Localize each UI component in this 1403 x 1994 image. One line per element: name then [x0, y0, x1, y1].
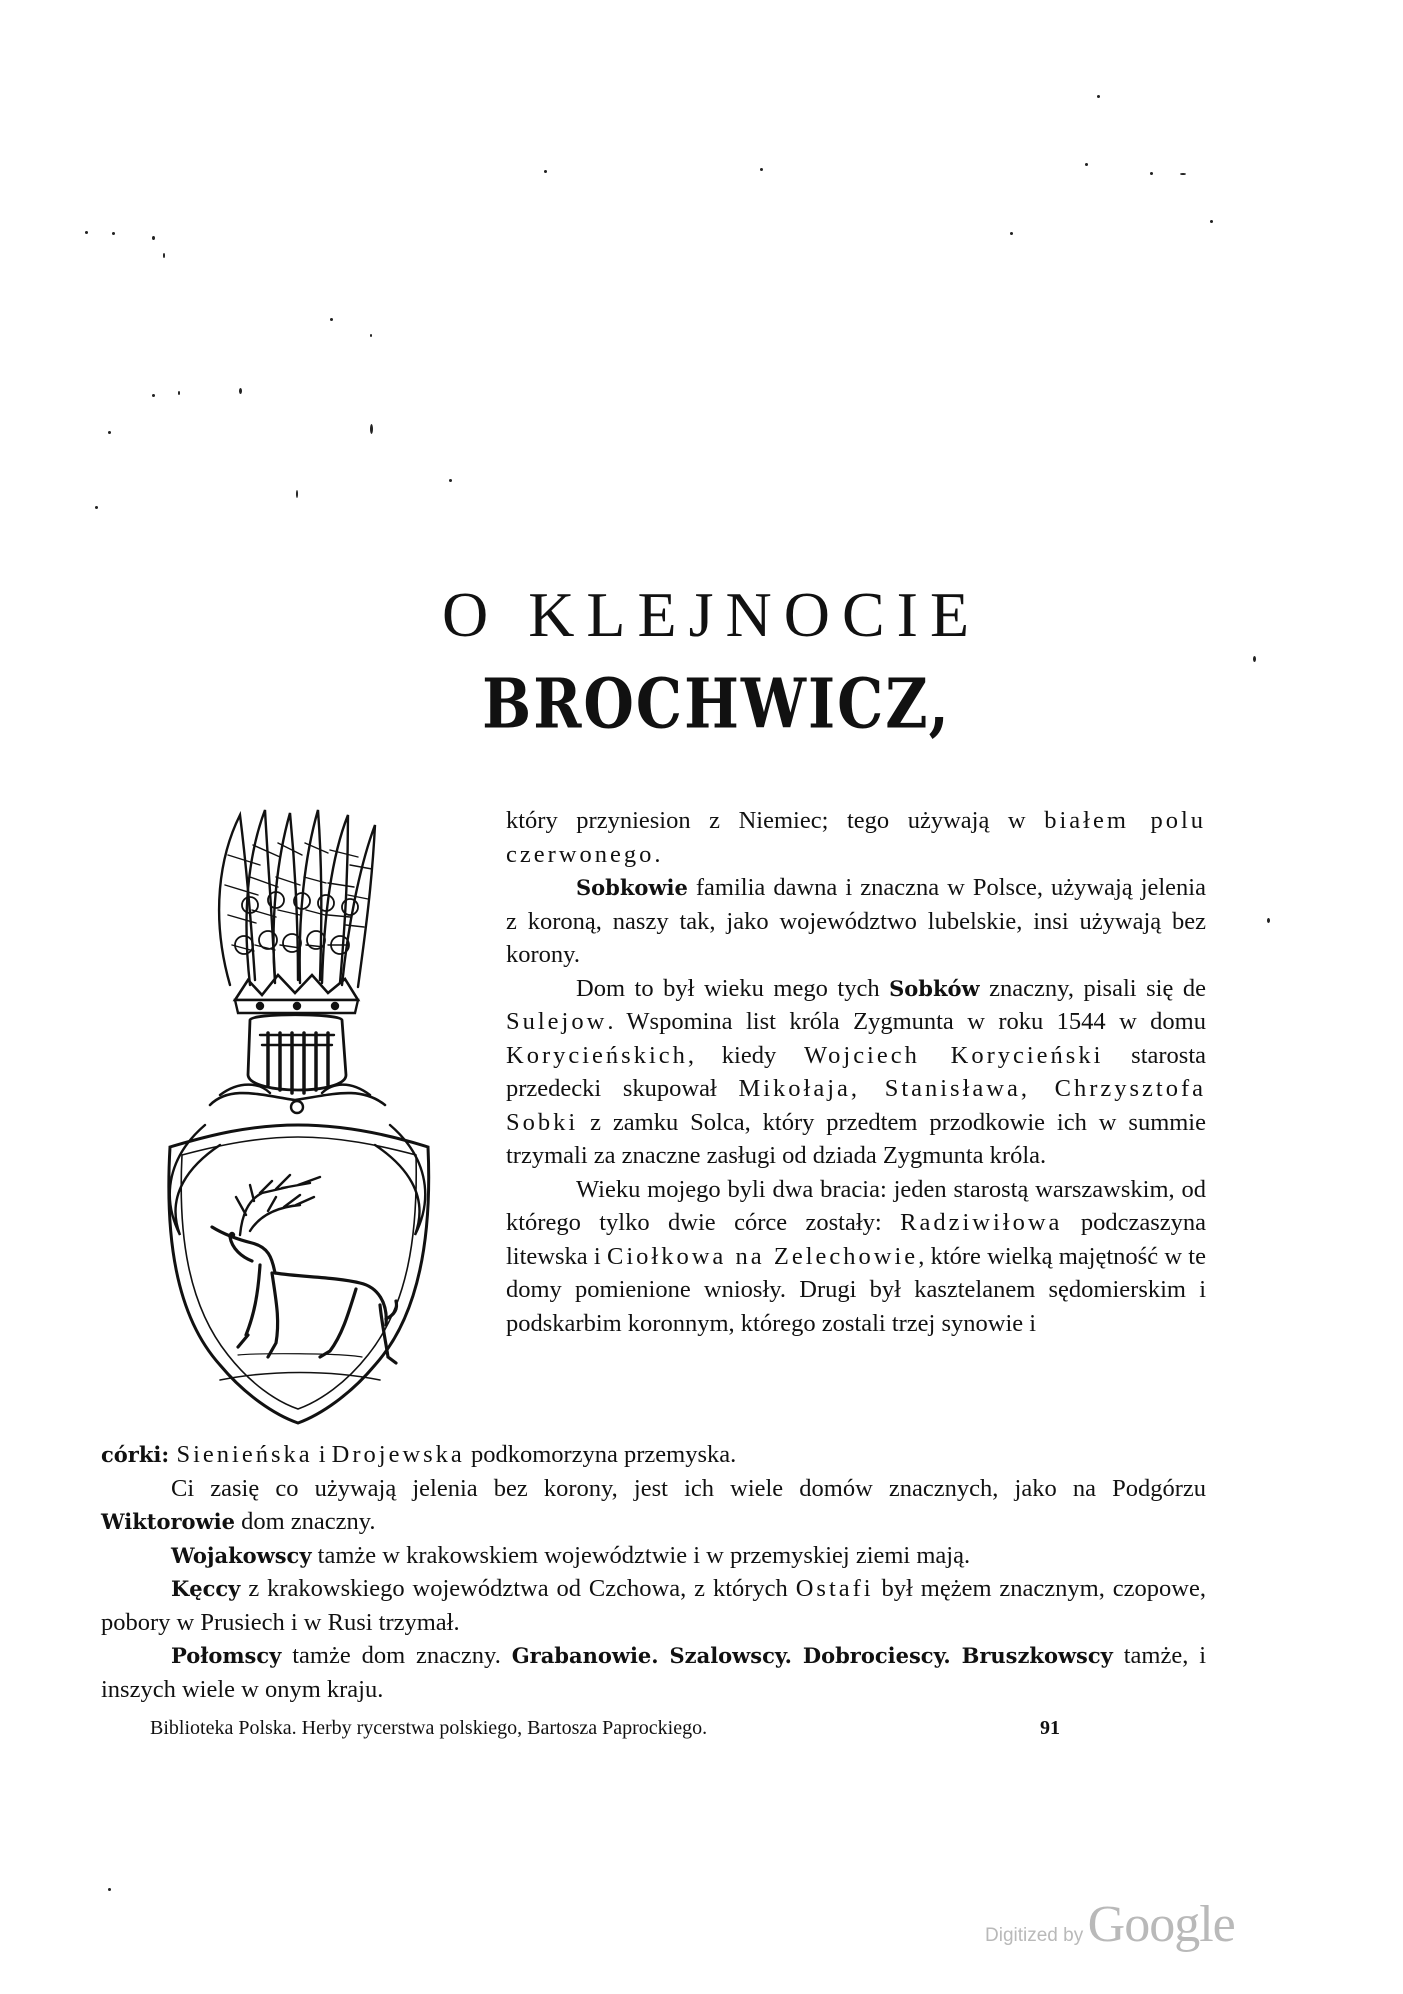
- scan-speck: [760, 168, 763, 171]
- text-run: z zamku Solca, który przedtem przodkowie ich w summie trzymali za znaczne zasługi od dziada Zygmunta króla.: [506, 1108, 1206, 1169]
- watermark-brand: Google: [1087, 1896, 1235, 1953]
- scan-speck: [1267, 918, 1270, 923]
- scan-speck: [1097, 95, 1100, 98]
- text-run: dom znaczny.: [234, 1508, 376, 1535]
- text-run: Dom to był wieku mego tych: [576, 974, 890, 1002]
- paragraph: [101, 1639, 1206, 1706]
- text-run: był mężem znacznym, czopowe, pobory w Prusiech i w Rusi trzymał.: [101, 1575, 1206, 1636]
- family-name: Wiktorowie: [101, 1509, 235, 1534]
- scan-speck: [108, 1888, 111, 1891]
- text-run: i: [312, 1441, 332, 1468]
- family-name: Sobków: [889, 975, 980, 1001]
- paragraph: [101, 1438, 1206, 1472]
- paragraph: [101, 1472, 1206, 1539]
- family-name: Grabanowie.: [511, 1643, 659, 1668]
- scan-speck: [163, 253, 165, 258]
- digitized-watermark: [985, 1895, 1235, 1954]
- text-run-spaced: Radziwiłowa: [900, 1209, 1063, 1236]
- scan-speck: [544, 170, 547, 173]
- text-run-spaced: Drojewska: [331, 1441, 465, 1468]
- scan-speck: [330, 318, 333, 321]
- text-run-spaced: Sulejow: [506, 1008, 608, 1035]
- text-run-spaced: Ostafi: [795, 1575, 874, 1602]
- heading-line-2: BROCHWICZ,: [482, 664, 951, 745]
- text-run: familia dawna i znaczna w Polsce, używają jelenia z koroną, naszy tak, jako województwo lubelskie, insi używają bez korony.: [506, 874, 1206, 968]
- article-text-wrapped: [506, 804, 1206, 1340]
- text-run: [951, 1642, 962, 1669]
- scan-speck: [152, 394, 155, 397]
- text-run-spaced: Korycieńskich: [506, 1041, 688, 1069]
- scan-speck: [1085, 163, 1088, 166]
- scan-speck: [370, 424, 373, 434]
- text-run: Ci zasię co używają jelenia bez korony, jest ich wiele domów znacznych, jako na Podgórzu: [171, 1474, 1206, 1502]
- scan-speck: [296, 490, 298, 498]
- text-run: starosta przedecki skupował: [506, 1041, 1206, 1102]
- text-run-spaced: białem polu czerwonego: [506, 807, 1207, 868]
- text-run: [792, 1642, 803, 1669]
- scan-speck: [370, 334, 372, 337]
- page-number: 91: [1040, 1717, 1060, 1739]
- paragraph: [506, 972, 1206, 1173]
- paragraph: [101, 1539, 1206, 1573]
- watermark-prefix: Digitized by: [985, 1925, 1084, 1946]
- text-run: Wieku mojego byli dwa bracia: jeden starostą warszawskim, od którego tylko dwie córce zostały:: [506, 1175, 1206, 1236]
- scan-speck: [85, 231, 88, 234]
- text-run: . Wspomina list króla Zygmunta w roku 1544 w domu: [607, 1008, 1206, 1035]
- family-name: Połomscy: [171, 1643, 282, 1668]
- text-run: tamże dom znaczny.: [281, 1642, 512, 1669]
- text-run: , które wielką majętność w te domy pomienione wniosły. Drugi był kasztelanem sędomierskim i podskarbim koronnym, którego zostali trzej synowie i: [506, 1242, 1206, 1337]
- text-run: który przyniesion z Niemiec; tego używają w: [506, 807, 1045, 834]
- family-name: Szalowscy.: [669, 1643, 792, 1668]
- heading-line-1: O KLEJNOCIE: [441, 579, 982, 650]
- text-run-spaced: Ciołkowa na Zelechowie: [606, 1242, 919, 1270]
- text-run: z krakowskiego województwa od Czchowa, z których: [240, 1575, 796, 1602]
- paragraph: [506, 1173, 1206, 1341]
- text-run: .: [654, 840, 661, 868]
- paragraph: [506, 804, 1206, 871]
- page-footer: [150, 1717, 1060, 1740]
- paragraph: [101, 1572, 1206, 1639]
- scan-speck: [1180, 173, 1186, 175]
- family-name: Bruszkowscy: [961, 1643, 1113, 1668]
- coat-of-arms-stag-icon: [150, 795, 490, 1435]
- text-run: podczaszyna litewska i: [506, 1209, 1206, 1270]
- text-run-spaced: Wojciech Korycieński: [803, 1041, 1104, 1069]
- family-name: Dobrociescy.: [802, 1643, 951, 1668]
- text-run: [659, 1642, 670, 1669]
- scan-speck: [239, 388, 242, 394]
- family-name: Kęccy: [171, 1576, 241, 1601]
- text-run: córki:: [101, 1442, 177, 1467]
- scan-speck: [1010, 232, 1013, 235]
- text-run: znaczny, pisali się de: [979, 974, 1207, 1002]
- scan-speck: [112, 232, 115, 235]
- scan-speck: [449, 479, 452, 482]
- paragraph: [506, 871, 1206, 972]
- family-name: Wojakowscy: [171, 1542, 312, 1568]
- scan-speck: [1253, 656, 1256, 662]
- text-run-spaced: Sienieńska: [176, 1441, 313, 1468]
- family-name: Sobkowie: [576, 875, 688, 900]
- article-text-full: [101, 1438, 1206, 1706]
- scan-speck: [108, 431, 111, 434]
- text-run: , kiedy: [687, 1041, 804, 1069]
- scan-speck: [152, 236, 155, 240]
- text-run: tamże w krakowskiem województwie i w przemyskiej ziemi mają.: [311, 1541, 971, 1569]
- text-run: podkomorzyna przemyska.: [464, 1441, 737, 1468]
- scan-speck: [178, 391, 180, 395]
- text-run: tamże, i inszych wiele w onym kraju.: [101, 1642, 1207, 1703]
- scan-speck: [1150, 172, 1153, 175]
- scan-speck: [95, 506, 98, 509]
- footer-source: Biblioteka Polska. Herby rycerstwa polskiego, Bartosza Paprockiego.: [150, 1717, 708, 1739]
- scan-speck: [1210, 220, 1213, 223]
- text-run-spaced: Mikołaja, Stanisława, Chrzysztofa Sobki: [506, 1075, 1206, 1136]
